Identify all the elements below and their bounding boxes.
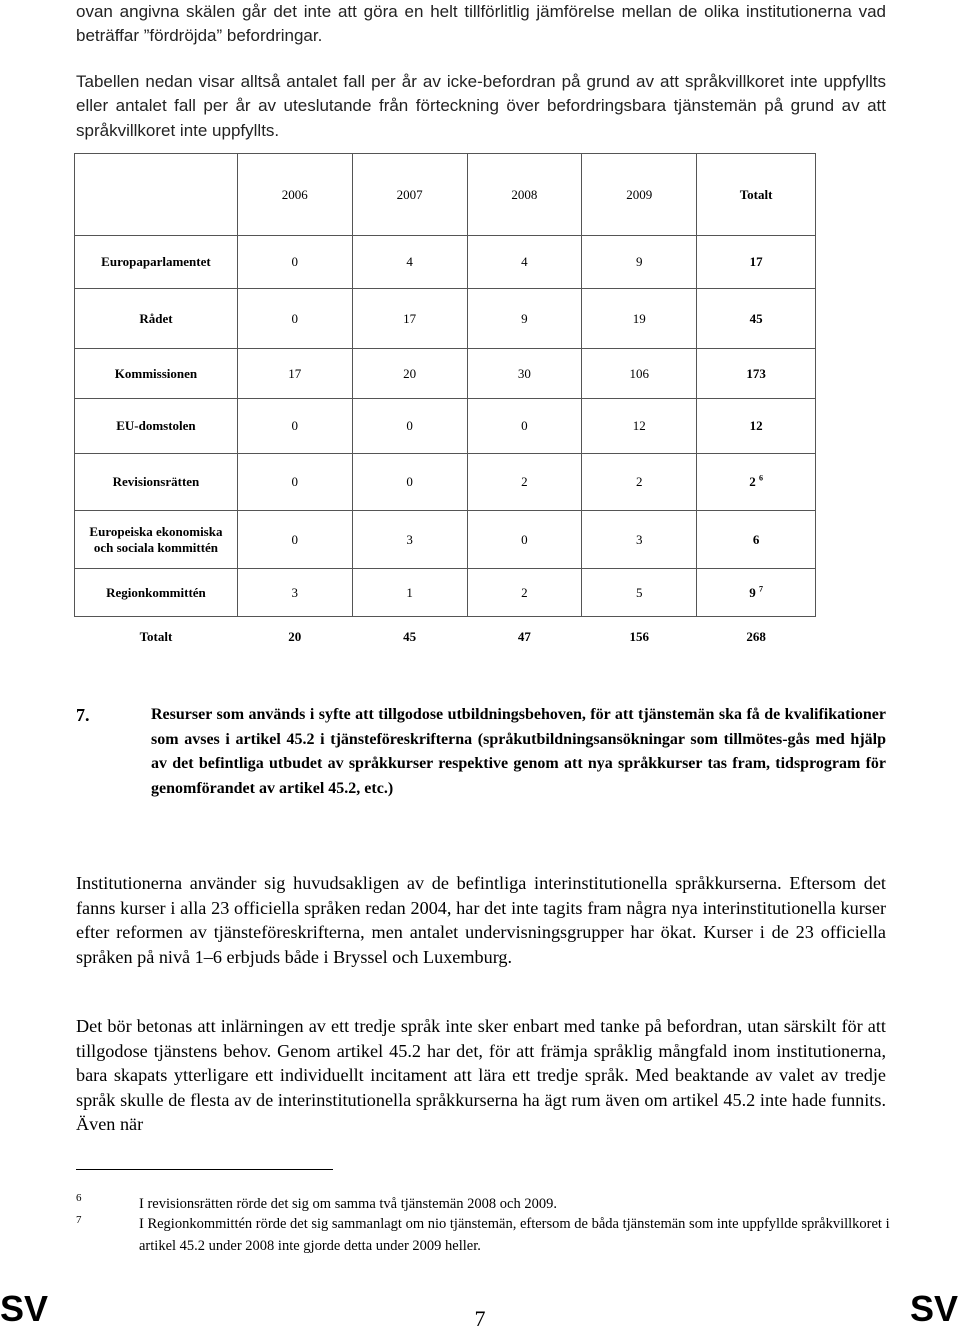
cell: 0 [352, 454, 467, 511]
cell: 2 [582, 454, 697, 511]
cell: 0 [352, 399, 467, 454]
section-heading [76, 703, 886, 801]
cell: 30 [467, 349, 582, 399]
header-2006: 2006 [237, 154, 352, 236]
row-label: Kommissionen [75, 349, 238, 399]
row-label: Revisionsrätten [75, 454, 238, 511]
header-2007: 2007 [352, 154, 467, 236]
totals-cell: 20 [288, 628, 302, 644]
header-corner-cell [75, 154, 238, 236]
totals-cell: 156 [629, 628, 649, 644]
cell: 2 [467, 569, 582, 617]
total-value: 9 [749, 584, 756, 600]
footnote-ref-6: 6 [758, 473, 763, 483]
table-row [75, 289, 816, 349]
page-number: 7 [474, 1306, 486, 1331]
section-title: Resurser som används i syfte att tillgodose utbildningsbehoven, för att tjänstemän ska få de kvalifikationer som avses i artikel 45.2 i tjänsteföreskrifterna (språkutbildningsansökningar som tillmötes-gås med hjälp av det befintliga utbudet av språkkurser respektive genom att nya språkkurser tas fram, tidsprogram för genomförandet av artikel 45.2, etc.) [151, 706, 886, 797]
cell: 17 [352, 289, 467, 349]
row-total: 173 [697, 349, 816, 399]
row-total [697, 454, 816, 511]
cell: 17 [237, 349, 352, 399]
cell: 106 [582, 349, 697, 399]
table-row [75, 236, 816, 289]
row-total: 17 [697, 236, 816, 289]
footnote-ref-7: 7 [758, 584, 763, 594]
footnote-7-text: I Regionkommittén rörde det sig sammanlagt om nio tjänstemän, eftersom de båda tjänstemän som inte uppfyllde språkvillkoret i artikel 45.2 under 2008 inte gjorde detta under 2009 heller. [139, 1216, 890, 1254]
row-total: 12 [697, 399, 816, 454]
befordran-table [74, 153, 816, 657]
table-row [75, 349, 816, 399]
grand-total: 268 [746, 628, 766, 644]
cell: 0 [237, 454, 352, 511]
header-2009: 2009 [582, 154, 697, 236]
footer-language-left: SV [0, 1288, 49, 1329]
totals-cell: 45 [403, 628, 417, 644]
cell: 3 [237, 569, 352, 617]
table-row [75, 454, 816, 511]
intro-continuation-text: ovan angivna skälen går det inte att göra en helt tillförlitlig jämförelse mellan de olika institutionerna vad beträffar ”fördröjda” befordringar. [76, 2, 886, 46]
table-header-row [75, 154, 816, 236]
row-total [697, 569, 816, 617]
paragraph-1: Institutionerna använder sig huvudsakligen av de befintliga interinstitutionella språkkurserna. Eftersom det fanns kurser i alla 23 officiella språken redan 2004, har det inte tagits fram några nya interinstitutionella kurser efter reformen av tjänsteföreskrifterna, men antalet undervisningsgrupper har ökat. Kurser i de 23 officiella språken på nivå 1–6 erbjuds både i Bryssel och Luxemburg. [76, 873, 886, 967]
cell: 0 [237, 289, 352, 349]
cell: 1 [352, 569, 467, 617]
total-value: 2 [749, 474, 756, 489]
cell: 9 [467, 289, 582, 349]
footnote-mark-7: 7 [76, 1214, 82, 1226]
cell: 9 [582, 236, 697, 289]
cell: 2 [467, 454, 582, 511]
totals-cell: 47 [517, 628, 531, 644]
cell: 0 [237, 236, 352, 289]
cell: 4 [467, 236, 582, 289]
table-row [75, 399, 816, 454]
footnote-6-text: I revisionsrätten rörde det sig om samma två tjänstemän 2008 och 2009. [139, 1196, 557, 1212]
footer-language-right: SV [909, 1288, 958, 1329]
row-label: Europaparlamentet [75, 236, 238, 289]
header-2008: 2008 [467, 154, 582, 236]
cell: 20 [352, 349, 467, 399]
row-label: EU-domstolen [75, 399, 238, 454]
totals-row [75, 617, 816, 657]
cell: 3 [352, 511, 467, 569]
cell: 0 [467, 399, 582, 454]
cell: 0 [237, 399, 352, 454]
cell: 3 [582, 511, 697, 569]
row-label: Europeiska ekonomiska och sociala kommittén [75, 511, 238, 569]
paragraph-2: Det bör betonas att inlärningen av ett tredje språk inte sker enbart med tanke på befordran, utan särskilt för att tillgodose tjänstens behov. Genom artikel 45.2 har det, för att främja språklig mångfald inom institutionerna, bara skapats ytterligare ett individuellt incitament att lära ett tredje språk. Med beaktande av valet av tredje språk skulle de flesta av de interinstitutionella språkkurserna ha ägt rum även om artikel 45.2 inte hade funnits. Även när [76, 1016, 886, 1134]
table-row [75, 511, 816, 569]
row-label: Rådet [75, 289, 238, 349]
row-total: 45 [697, 289, 816, 349]
cell: 12 [582, 399, 697, 454]
cell: 0 [467, 511, 582, 569]
cell: 4 [352, 236, 467, 289]
row-total: 6 [697, 511, 816, 569]
footnote-mark-6: 6 [76, 1192, 82, 1204]
row-label: Regionkommittén [75, 569, 238, 617]
footnote-divider [76, 1169, 333, 1170]
header-totalt: Totalt [697, 154, 816, 236]
table-row [75, 569, 816, 617]
cell: 5 [582, 569, 697, 617]
totals-label: Totalt [139, 628, 173, 644]
cell: 19 [582, 289, 697, 349]
cell: 0 [237, 511, 352, 569]
section-number: 7. [76, 705, 90, 725]
table-intro-text: Tabellen nedan visar alltså antalet fall per år av icke-befordran på grund av att språkvillkoret inte uppfyllts eller antalet fall per år av uteslutande från förteckning över befordringsbara tjänstemän på grund av att språkvillkoret inte uppfyllts. [76, 72, 886, 140]
